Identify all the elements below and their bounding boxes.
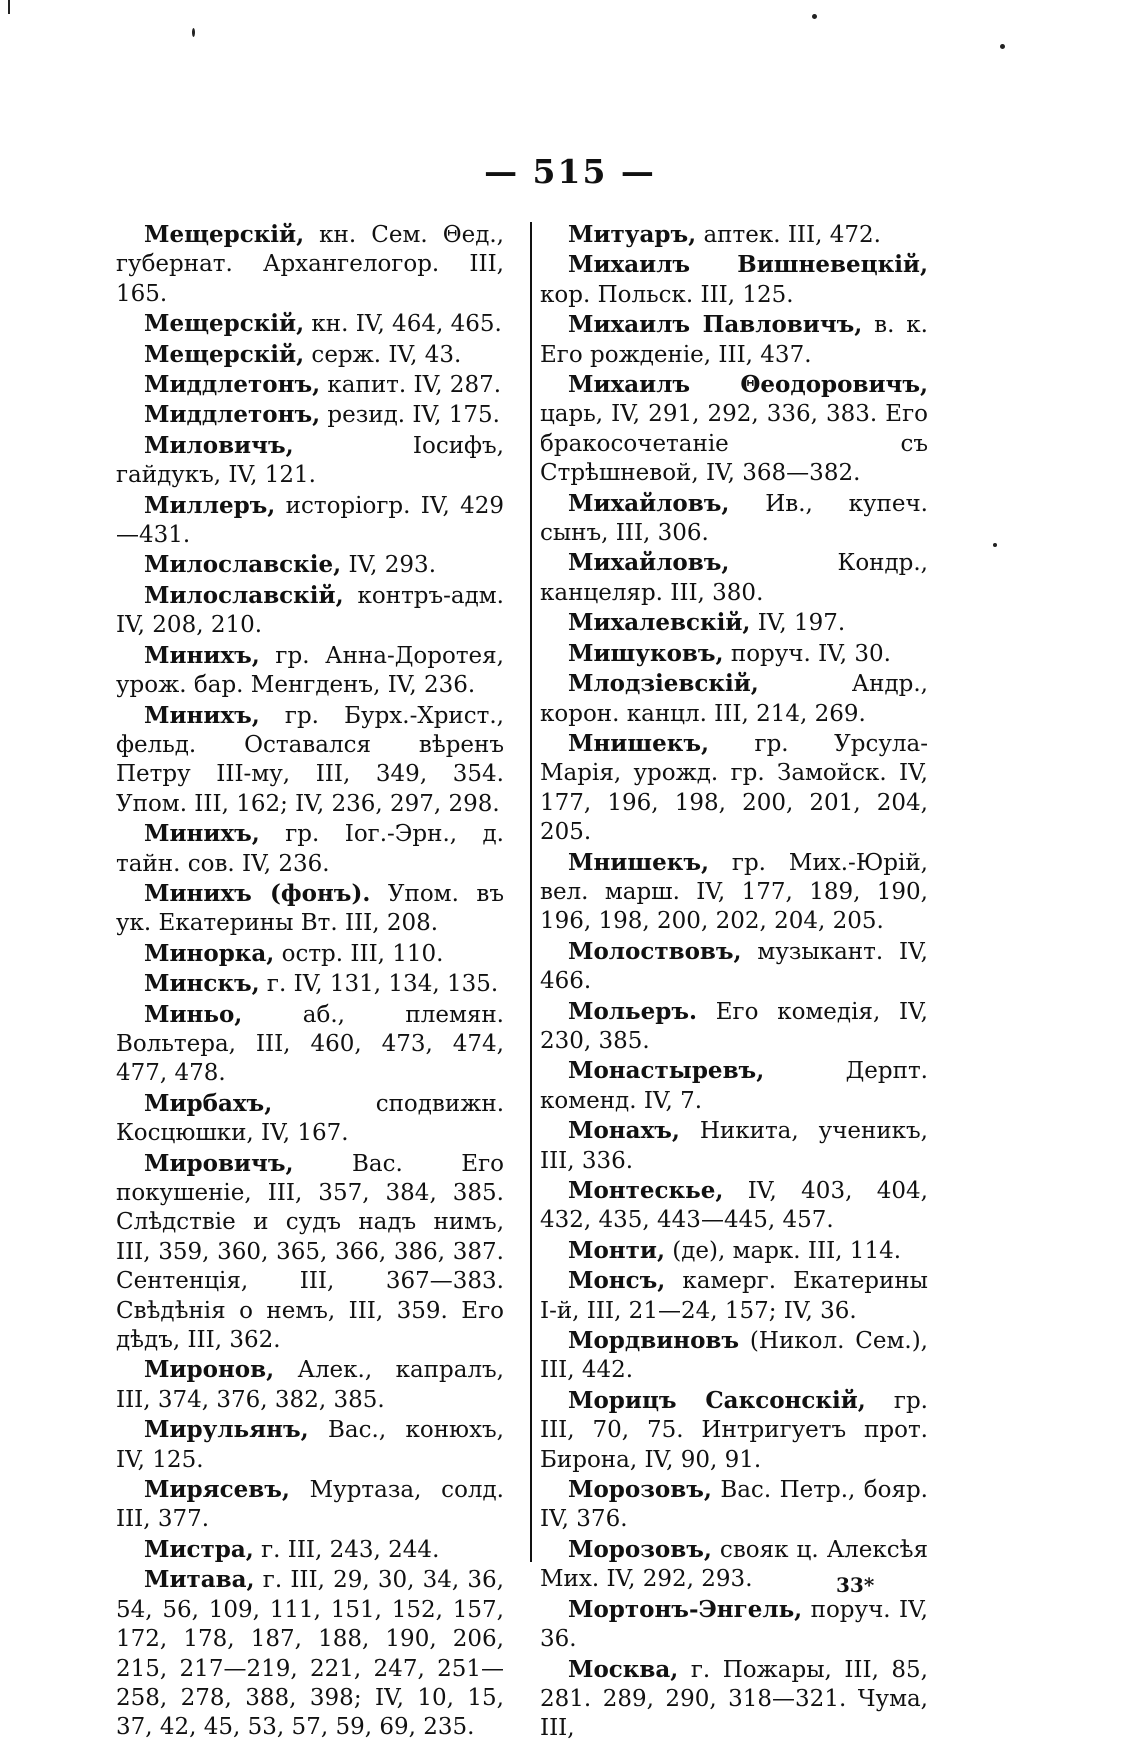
index-entry [540, 997, 928, 1057]
entry-text: гр. Анна-Доротея, урож. бар. Менгденъ, IV, 236. [116, 642, 504, 699]
entry-headword: Митава, [144, 1566, 255, 1594]
entry-text: гр. III, 70, 75. Интригуетъ прот. Бирона, IV, 90, 91. [540, 1387, 928, 1473]
index-entry [540, 1595, 928, 1655]
entry-headword: Митуаръ, [568, 221, 697, 248]
entry-headword: Монти, [568, 1236, 665, 1264]
index-entry [540, 937, 928, 997]
entry-text: капит. IV, 287. [320, 372, 502, 399]
entry-text: IV, 293. [341, 552, 437, 579]
entry-headword: Мирульянъ, [144, 1416, 309, 1444]
index-entry [540, 1176, 928, 1236]
entry-headword: Млодзіевскій, [568, 670, 759, 698]
right-column [540, 220, 928, 1744]
entry-text: IV, 403, 404, 432, 435, 443—445, 457. [540, 1178, 928, 1234]
index-entry [540, 370, 928, 489]
index-entry [116, 550, 504, 580]
entry-text: резид. IV, 175. [320, 402, 500, 429]
entry-text: аб., племян. Вольтера, III, 460, 473, 474, 477, 478. [116, 1001, 504, 1087]
index-entry [116, 969, 504, 999]
entry-text: Упом. въ ук. Екатерины Вт. III, 208. [116, 880, 505, 937]
entry-headword: Михаилъ Павловичъ, [568, 311, 863, 339]
index-entry [540, 1116, 928, 1176]
entry-text: камерг. Екатерины I-й, III, 21—24, 157; IV, 36. [540, 1268, 928, 1324]
entry-text: гр. Урсула-Марія, урожд. гр. Замойск. IV, 177, 196, 198, 200, 201, 204, 205. [540, 730, 928, 846]
entry-headword: Миньо, [144, 1000, 243, 1028]
entry-headword: Минихъ, [144, 820, 260, 848]
entry-text: г. III, 243, 244. [253, 1536, 440, 1563]
entry-headword: Минихъ (фонъ). [144, 879, 371, 907]
index-entry [116, 400, 504, 430]
entry-headword: Молоствовъ, [568, 937, 742, 965]
left-column [116, 220, 504, 1743]
entry-headword: Монтескье, [568, 1177, 724, 1204]
entry-text: IV, 197. [750, 610, 846, 637]
index-entry [116, 1565, 504, 1742]
entry-text: г. III, 29, 30, 34, 36, 54, 56, 109, 111, 151, 152, 157, 172, 178, 187, 188, 190, 206, 215, 217—219, 221, 247, 251—258, 278, 388, 398; IV, 10, 15, 37, 42, 45, 53, 57, 59, 69, 235. [116, 1567, 504, 1741]
entry-headword: Михаилъ Θеодоровичъ, [568, 371, 928, 399]
entry-headword: Монсъ, [568, 1267, 666, 1295]
index-entry [540, 250, 928, 310]
index-entry [540, 1266, 928, 1326]
index-entry [540, 1236, 928, 1266]
index-entry [116, 1355, 504, 1415]
scan-speck [8, 0, 10, 14]
entry-headword: Минихъ, [144, 641, 260, 669]
entry-headword: Милославскіе, [144, 551, 342, 579]
entry-headword: Мирясевъ, [144, 1476, 290, 1504]
entry-text: аптек. III, 472. [696, 222, 881, 248]
entry-text: Дерпт. коменд. IV, 7. [540, 1058, 928, 1114]
index-entry [116, 701, 504, 820]
entry-headword: Мировичъ, [144, 1149, 294, 1177]
page-number: — 515 — [484, 152, 656, 191]
entry-headword: Морозовъ, [568, 1535, 712, 1563]
index-entry [116, 340, 504, 370]
entry-text: г. IV, 131, 134, 135. [259, 971, 499, 998]
entry-text: Алек., капралъ, III, 374, 376, 382, 385. [116, 1357, 504, 1413]
index-entry [540, 669, 928, 729]
index-entry [116, 939, 504, 969]
index-entry [116, 879, 504, 939]
entry-text: (Никол. Сем.), III, 442. [540, 1328, 928, 1384]
scan-speck [812, 14, 817, 19]
column-divider [530, 222, 532, 1562]
entry-headword: Мнишекъ, [568, 848, 709, 876]
entry-headword: Минскъ, [144, 970, 260, 998]
entry-headword: Морозовъ, [568, 1476, 712, 1504]
index-entry [540, 1475, 928, 1535]
scan-speck [1000, 44, 1005, 49]
index-entry [540, 1655, 928, 1744]
index-entry [540, 848, 928, 937]
entry-text: Іосифъ, гайдукъ, IV, 121. [116, 432, 504, 489]
entry-text: (де), марк. III, 114. [664, 1237, 902, 1264]
entry-headword: Миллеръ, [144, 491, 276, 519]
index-entry [540, 1326, 928, 1386]
index-entry [116, 220, 504, 309]
scan-speck [993, 543, 997, 547]
index-entry [540, 489, 928, 549]
index-entry [540, 639, 928, 669]
index-entry [540, 1056, 928, 1116]
entry-headword: Минорка, [144, 939, 275, 967]
index-entry [116, 1415, 504, 1475]
index-entry [540, 220, 928, 250]
index-entry [116, 1149, 504, 1356]
entry-text: серж. IV, 43. [304, 341, 462, 368]
entry-headword: Мистра, [144, 1535, 254, 1563]
index-entry [116, 491, 504, 551]
entry-text: гр. Мих.-Юрій, вел. марш. IV, 177, 189, 190, 196, 198, 200, 202, 204, 205. [540, 849, 928, 935]
entry-headword: Мещерскій, [144, 340, 305, 368]
index-entry [116, 581, 504, 641]
entry-headword: Монастыревъ, [568, 1057, 765, 1085]
entry-text: музыкант. IV, 466. [540, 938, 928, 995]
entry-text: Вас., конюхъ, IV, 125. [116, 1417, 504, 1473]
entry-text: гр. Бурх.-Христ., фельд. Оставался вѣренъ Петру III-му, III, 349, 354. Упом. III, 162; IV, 236, 297, 298. [116, 702, 504, 817]
entry-headword: Мещерскій, [144, 221, 305, 248]
entry-text: остр. III, 110. [274, 940, 444, 967]
index-entry [540, 1386, 928, 1475]
entry-headword: Михайловъ, [568, 489, 730, 517]
entry-text: кн. IV, 464, 465. [304, 311, 502, 338]
signature-mark: 33* [836, 1573, 875, 1597]
index-entry [116, 1475, 504, 1535]
entry-headword: Милославскій, [144, 581, 344, 609]
entry-text: Никита, ученикъ, III, 336. [540, 1118, 928, 1174]
entry-headword: Михайловъ, [568, 549, 730, 577]
entry-headword: Миронов, [144, 1356, 275, 1384]
entry-headword: Мордвиновъ [568, 1327, 740, 1355]
entry-headword: Москва, [568, 1655, 679, 1683]
entry-headword: Мнишекъ, [568, 729, 709, 757]
entry-text: в. к. Его рожденіе, III, 437. [540, 312, 928, 368]
entry-headword: Минихъ, [144, 701, 260, 729]
index-entry [116, 641, 504, 701]
entry-text: свояк ц. Алексѣя Мих. IV, 292, 293. [540, 1536, 928, 1593]
entry-headword: Морицъ Саксонскій, [568, 1386, 866, 1414]
index-entry [116, 370, 504, 400]
entry-text: Ив., купеч. сынъ, III, 306. [540, 490, 928, 547]
scan-speck [192, 28, 195, 37]
entry-headword: Мортонъ-Энгель, [568, 1595, 803, 1623]
entry-text: Муртаза, солд. III, 377. [116, 1477, 504, 1533]
entry-text: сподвижн. Косцюшки, IV, 167. [116, 1090, 504, 1147]
entry-headword: Михаилъ Вишневецкій, [568, 251, 928, 279]
entry-headword: Мишуковъ, [568, 639, 724, 667]
index-entry [116, 1000, 504, 1089]
index-entry [116, 1535, 504, 1565]
entry-text: контръ-адм. IV, 208, 210. [116, 582, 504, 639]
entry-text: кор. Польск. III, 125. [540, 281, 794, 308]
entry-text: гр. Іог.-Эрн., д. тайн. сов. IV, 236. [116, 821, 504, 877]
entry-text: Андр., корон. канцл. III, 214, 269. [540, 671, 928, 727]
entry-headword: Мещерскій, [144, 310, 305, 338]
entry-text: кн. Сем. Θед., губернат. Архангелогор. III, 165. [116, 222, 504, 307]
entry-text: царь, IV, 291, 292, 336, 383. Его бракосочетаніе съ Стрѣшневой, IV, 368—382. [540, 401, 928, 487]
entry-headword: Миддлетонъ, [144, 371, 321, 399]
entry-text: исторіогр. IV, 429—431. [116, 492, 504, 549]
index-entry [116, 1089, 504, 1149]
index-entry [116, 431, 504, 491]
entry-headword: Мольеръ. [568, 997, 697, 1025]
entry-text: Кондр., канцеляр. III, 380. [540, 550, 928, 606]
index-entry [116, 819, 504, 879]
entry-headword: Михалевскій, [568, 609, 751, 637]
entry-headword: Миддлетонъ, [144, 401, 321, 429]
entry-headword: Мирбахъ, [144, 1089, 273, 1117]
index-entry [540, 608, 928, 638]
entry-text: Вас. Петр., бояр. IV, 376. [540, 1477, 928, 1533]
index-entry [540, 548, 928, 608]
entry-headword: Монахъ, [568, 1117, 680, 1145]
entry-text: Его комедія, IV, 230, 385. [540, 998, 928, 1054]
entry-text: Вас. Его покушеніе, III, 357, 384, 385. Слѣдствіе и судъ надъ нимъ, III, 359, 360, 365, 366, 386, 387. Сентенція, III, 367—383. Свѣдѣнія о немъ, III, 359. Его дѣдъ, III, 362. [116, 1150, 504, 1354]
entry-text: поруч. IV, 30. [723, 640, 891, 667]
index-entry [116, 309, 504, 339]
entry-text: поруч. IV, 36. [540, 1596, 928, 1653]
index-entry [540, 310, 928, 370]
entry-headword: Миловичъ, [144, 431, 294, 459]
entry-text: г. Пожары, III, 85, 281. 289, 290, 318—321. Чума, III, [540, 1656, 928, 1742]
index-entry [540, 729, 928, 848]
